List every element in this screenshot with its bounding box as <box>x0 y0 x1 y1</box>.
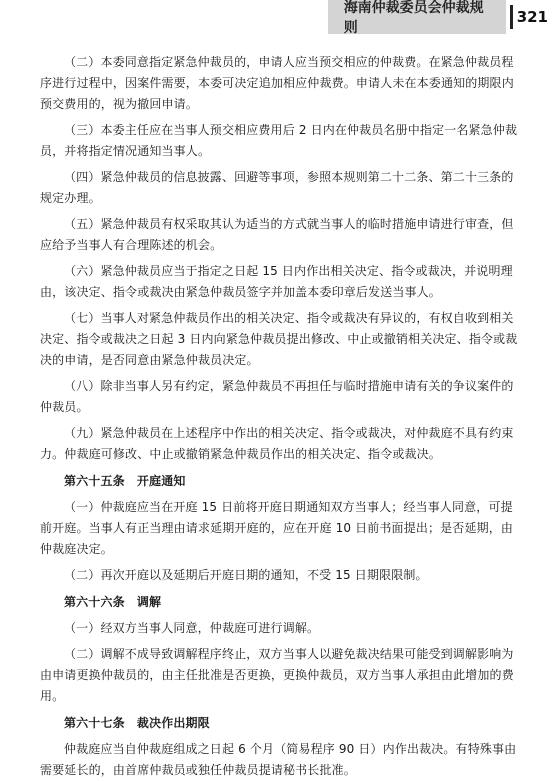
page-number: 321 <box>516 8 548 26</box>
article-heading: 第六十六条 调解 <box>64 595 162 609</box>
article-heading: 第六十五条 开庭通知 <box>64 474 186 488</box>
paragraph: （七）当事人对紧急仲裁员作出的相关决定、指令或裁决有异议的，有权自收到相关决定、指令或裁决之日起 3 日内向紧急仲裁员提出修改、中止或撤销相关决定、指令或裁决的申请，是否同意由紧急仲裁员决定。 <box>40 311 518 367</box>
paragraph: （五）紧急仲裁员有权采取其认为适当的方式就当事人的临时措施申请进行审查，但应给予当事人有合理陈述的机会。 <box>40 217 514 252</box>
paragraph: （二）本委同意指定紧急仲裁员的，申请人应当预交相应的仲裁费。在紧急仲裁员程序进行过程中，因案件需要，本委可决定追加相应仲裁费。申请人未在本委通知的期限内预交费用的，视为撤回申请。 <box>40 55 514 111</box>
paragraph: 仲裁庭应当自仲裁庭组成之日起 6 个月（简易程序 90 日）内作出裁决。有特殊事由需要延长的，由首席仲裁员或独任仲裁员提请秘书长批准。 <box>40 742 517 777</box>
page-body <box>40 52 524 781</box>
running-header <box>328 0 558 34</box>
article-heading: 第六十七条 裁决作出期限 <box>64 716 210 730</box>
paragraph: （三）本委主任应在当事人预交相应费用后 2 日内在仲裁员名册中指定一名紧急仲裁员，并将指定情况通知当事人。 <box>40 123 518 158</box>
header-divider <box>510 5 513 29</box>
paragraph: （六）紧急仲裁员应当于指定之日起 15 日内作出相关决定、指令或裁决，并说明理由，该决定、指令或裁决由紧急仲裁员签字并加盖本委印章后发送当事人。 <box>40 264 513 299</box>
paragraph: （二）再次开庭以及延期后开庭日期的通知，不受 15 日期限限制。 <box>64 568 428 582</box>
paragraph: （九）紧急仲裁员在上述程序中作出的相关决定、指令或裁决，对仲裁庭不具有约束力。仲裁庭可修改、中止或撤销紧急仲裁员作出的相关决定、指令或裁决。 <box>40 426 514 461</box>
paragraph: （四）紧急仲裁员的信息披露、回避等事项，参照本规则第二十二条、第二十三条的规定办理。 <box>40 170 514 205</box>
paragraph: （一）仲裁庭应当在开庭 15 日前将开庭日期通知双方当事人；经当事人同意，可提前开庭。当事人有正当理由请求延期开庭的，应在开庭 10 日前书面提出；是否延期，由仲裁庭决定。 <box>40 500 514 556</box>
paragraph: （二）调解不成导致调解程序终止，双方当事人以避免裁决结果可能受到调解影响为由申请更换仲裁员的，由主任批准是否更换，更换仲裁员，双方当事人承担由此增加的费用。 <box>40 647 514 703</box>
paragraph: （一）经双方当事人同意，仲裁庭可进行调解。 <box>64 621 320 635</box>
running-header-title: 海南仲裁委员会仲裁规则 <box>328 0 506 34</box>
paragraph: （八）除非当事人另有约定，紧急仲裁员不再担任与临时措施申请有关的争议案件的仲裁员。 <box>40 379 514 414</box>
